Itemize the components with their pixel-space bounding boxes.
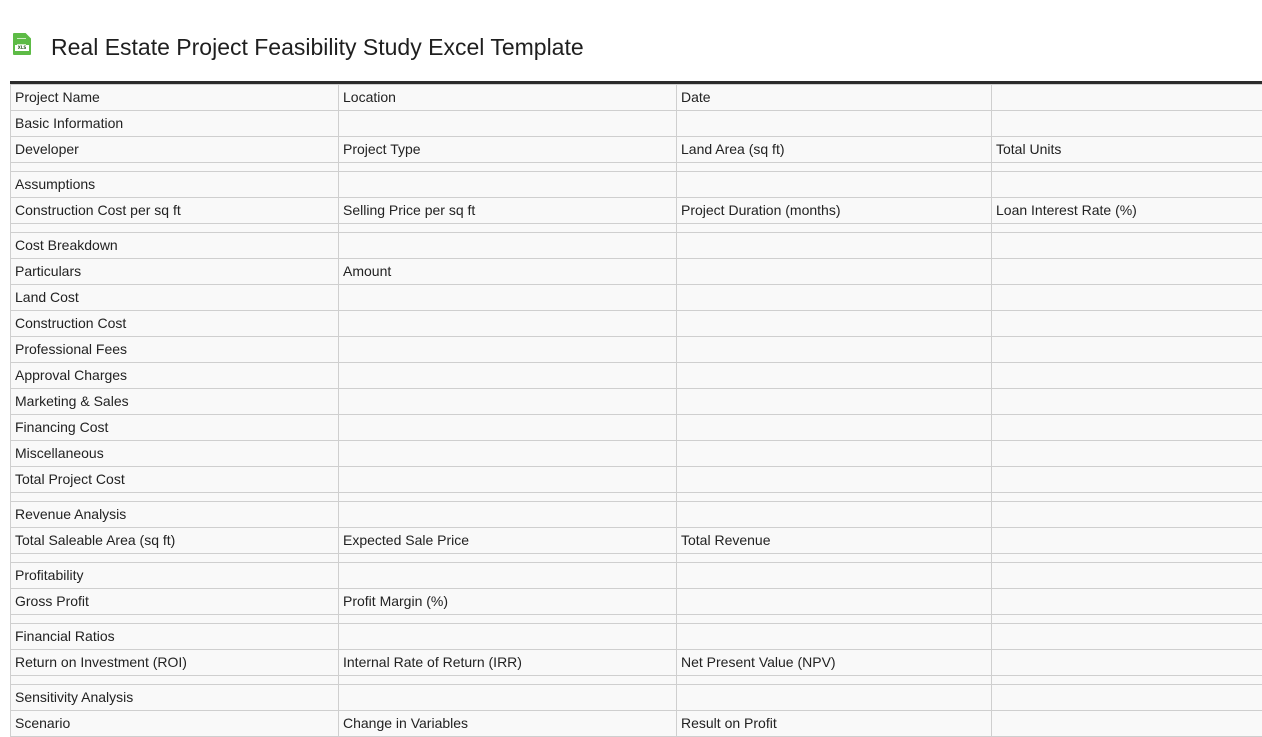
- table-cell[interactable]: Profit Margin (%): [339, 589, 677, 615]
- table-cell[interactable]: [992, 363, 1262, 389]
- table-cell[interactable]: [11, 493, 339, 502]
- table-row: [11, 337, 1262, 363]
- table-cell[interactable]: [677, 163, 992, 172]
- table-cell[interactable]: [992, 233, 1262, 259]
- xls-file-icon: XLS: [12, 33, 32, 57]
- table-cell[interactable]: [339, 624, 677, 650]
- table-cell[interactable]: [992, 111, 1262, 137]
- table-cell[interactable]: [992, 502, 1262, 528]
- table-cell[interactable]: Gross Profit: [11, 589, 339, 615]
- table-cell[interactable]: [339, 676, 677, 685]
- table-cell[interactable]: [339, 554, 677, 563]
- table-cell[interactable]: Developer: [11, 137, 339, 163]
- table-row: [11, 85, 1262, 111]
- table-cell[interactable]: [677, 441, 992, 467]
- table-cell[interactable]: [677, 554, 992, 563]
- table-cell[interactable]: [11, 224, 339, 233]
- table-cell[interactable]: Result on Profit: [677, 711, 992, 737]
- table-cell[interactable]: Financing Cost: [11, 415, 339, 441]
- table-row: [11, 198, 1262, 224]
- table-row: [11, 363, 1262, 389]
- table-row: [11, 502, 1262, 528]
- spacer-row: [11, 163, 1262, 172]
- table-cell[interactable]: [992, 415, 1262, 441]
- table-row: [11, 589, 1262, 615]
- table-cell[interactable]: Expected Sale Price: [339, 528, 677, 554]
- table-cell[interactable]: [339, 337, 677, 363]
- table-cell[interactable]: [677, 233, 992, 259]
- table-cell[interactable]: Cost Breakdown: [11, 233, 339, 259]
- table-cell[interactable]: [992, 554, 1262, 563]
- table-cell[interactable]: [992, 589, 1262, 615]
- table-cell[interactable]: [339, 493, 677, 502]
- table-cell[interactable]: [339, 285, 677, 311]
- table-row: [11, 172, 1262, 198]
- table-cell[interactable]: [992, 441, 1262, 467]
- table-cell[interactable]: [992, 311, 1262, 337]
- table-cell[interactable]: Project Name: [11, 85, 339, 111]
- table-cell[interactable]: Sensitivity Analysis: [11, 685, 339, 711]
- table-cell[interactable]: [677, 493, 992, 502]
- table-cell[interactable]: [339, 467, 677, 493]
- table-cell[interactable]: [992, 528, 1262, 554]
- table-cell[interactable]: [992, 624, 1262, 650]
- table-cell[interactable]: Project Duration (months): [677, 198, 992, 224]
- table-cell[interactable]: Approval Charges: [11, 363, 339, 389]
- page-title: Real Estate Project Feasibility Study Excel Template: [51, 34, 584, 61]
- table-cell[interactable]: [677, 172, 992, 198]
- table-cell[interactable]: [992, 493, 1262, 502]
- table-cell[interactable]: [339, 224, 677, 233]
- table-cell[interactable]: Project Type: [339, 137, 677, 163]
- spreadsheet-table: [10, 81, 1262, 737]
- table-cell[interactable]: [992, 285, 1262, 311]
- table-cell[interactable]: [339, 685, 677, 711]
- spacer-row: [11, 224, 1262, 233]
- table-cell[interactable]: [11, 554, 339, 563]
- spacer-row: [11, 676, 1262, 685]
- page-header: [12, 30, 584, 64]
- table-cell[interactable]: Construction Cost: [11, 311, 339, 337]
- table-cell[interactable]: [339, 233, 677, 259]
- table-cell[interactable]: Total Project Cost: [11, 467, 339, 493]
- table-cell[interactable]: Professional Fees: [11, 337, 339, 363]
- table-cell[interactable]: Return on Investment (ROI): [11, 650, 339, 676]
- table-cell[interactable]: [992, 259, 1262, 285]
- table-cell[interactable]: Selling Price per sq ft: [339, 198, 677, 224]
- table-cell[interactable]: [339, 363, 677, 389]
- table-cell[interactable]: Net Present Value (NPV): [677, 650, 992, 676]
- table-row: [11, 441, 1262, 467]
- table-cell[interactable]: [677, 311, 992, 337]
- table-cell[interactable]: [11, 163, 339, 172]
- table-cell[interactable]: [992, 85, 1262, 111]
- table-cell[interactable]: [677, 502, 992, 528]
- table-cell[interactable]: [677, 589, 992, 615]
- table-cell[interactable]: [339, 502, 677, 528]
- table-cell[interactable]: Miscellaneous: [11, 441, 339, 467]
- table-row: [11, 137, 1262, 163]
- table-cell[interactable]: Location: [339, 85, 677, 111]
- table-cell[interactable]: [677, 259, 992, 285]
- table-cell[interactable]: [677, 389, 992, 415]
- table-cell[interactable]: [677, 676, 992, 685]
- table-cell[interactable]: [677, 285, 992, 311]
- table-row: [11, 528, 1262, 554]
- table-row: [11, 415, 1262, 441]
- table-cell[interactable]: [339, 415, 677, 441]
- table-cell[interactable]: [992, 163, 1262, 172]
- table-row: [11, 259, 1262, 285]
- table-cell[interactable]: [992, 676, 1262, 685]
- table-cell[interactable]: [677, 563, 992, 589]
- table-cell[interactable]: [677, 615, 992, 624]
- table-cell[interactable]: [677, 685, 992, 711]
- table-cell[interactable]: Land Cost: [11, 285, 339, 311]
- table-cell[interactable]: [339, 311, 677, 337]
- spacer-row: [11, 554, 1262, 563]
- table-cell[interactable]: [677, 337, 992, 363]
- table-cell[interactable]: Financial Ratios: [11, 624, 339, 650]
- table-cell[interactable]: [11, 615, 339, 624]
- table-cell[interactable]: [339, 389, 677, 415]
- table-cell[interactable]: [992, 224, 1262, 233]
- table-cell[interactable]: Assumptions: [11, 172, 339, 198]
- table-cell[interactable]: Total Saleable Area (sq ft): [11, 528, 339, 554]
- table-cell[interactable]: Date: [677, 85, 992, 111]
- table-cell[interactable]: [677, 363, 992, 389]
- table-row: [11, 624, 1262, 650]
- table-cell[interactable]: Profitability: [11, 563, 339, 589]
- table-cell[interactable]: [339, 111, 677, 137]
- table-row: [11, 685, 1262, 711]
- table-row: [11, 650, 1262, 676]
- table-row: [11, 311, 1262, 337]
- table-cell[interactable]: [677, 415, 992, 441]
- table-cell[interactable]: [992, 563, 1262, 589]
- table-cell[interactable]: Loan Interest Rate (%): [992, 198, 1262, 224]
- table-cell[interactable]: [992, 650, 1262, 676]
- table-cell[interactable]: [339, 615, 677, 624]
- table-cell[interactable]: [677, 624, 992, 650]
- table-cell[interactable]: [992, 172, 1262, 198]
- table-cell[interactable]: Revenue Analysis: [11, 502, 339, 528]
- table-cell[interactable]: Marketing & Sales: [11, 389, 339, 415]
- table-row: [11, 389, 1262, 415]
- spacer-row: [11, 493, 1262, 502]
- table-cell[interactable]: [677, 467, 992, 493]
- table-cell[interactable]: Scenario: [11, 711, 339, 737]
- table-cell[interactable]: [11, 676, 339, 685]
- table-row: [11, 111, 1262, 137]
- table-cell[interactable]: [339, 563, 677, 589]
- table-cell[interactable]: [339, 163, 677, 172]
- table-cell[interactable]: Basic Information: [11, 111, 339, 137]
- table-row: [11, 711, 1262, 737]
- table-cell[interactable]: [992, 337, 1262, 363]
- table-cell[interactable]: Total Revenue: [677, 528, 992, 554]
- table-cell[interactable]: Total Units: [992, 137, 1262, 163]
- table-cell[interactable]: [992, 467, 1262, 493]
- table-cell[interactable]: Internal Rate of Return (IRR): [339, 650, 677, 676]
- table-row: [11, 233, 1262, 259]
- table-row: [11, 563, 1262, 589]
- table-row: [11, 467, 1262, 493]
- table-cell[interactable]: Change in Variables: [339, 711, 677, 737]
- table-cell[interactable]: [992, 711, 1262, 737]
- table-cell[interactable]: [992, 615, 1262, 624]
- table-cell[interactable]: [339, 441, 677, 467]
- table-cell[interactable]: Construction Cost per sq ft: [11, 198, 339, 224]
- table-cell[interactable]: [992, 389, 1262, 415]
- table-cell[interactable]: Particulars: [11, 259, 339, 285]
- table-cell[interactable]: [677, 224, 992, 233]
- table-cell[interactable]: [992, 685, 1262, 711]
- table-cell[interactable]: Land Area (sq ft): [677, 137, 992, 163]
- table-cell[interactable]: [677, 111, 992, 137]
- table-cell[interactable]: Amount: [339, 259, 677, 285]
- table-row: [11, 285, 1262, 311]
- spacer-row: [11, 615, 1262, 624]
- table-cell[interactable]: [339, 172, 677, 198]
- feasibility-table: [10, 84, 1262, 737]
